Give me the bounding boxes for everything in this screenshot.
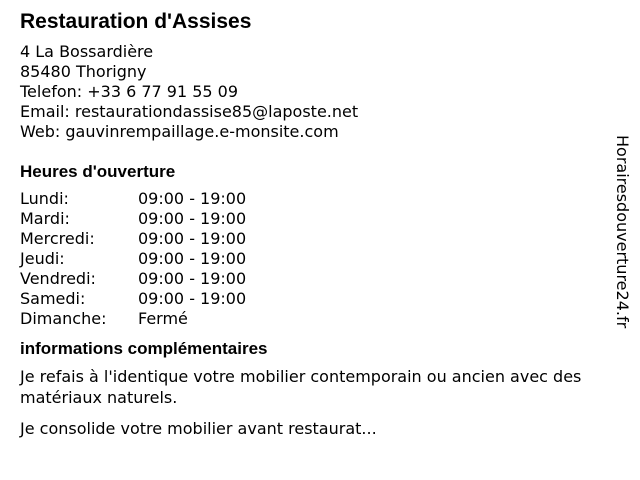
day-label: Mercredi: <box>20 229 95 248</box>
hours-row-saturday <box>20 289 600 309</box>
hours-row-thursday <box>20 249 600 269</box>
hours-row-wednesday <box>20 229 600 249</box>
hours-row-sunday <box>20 309 600 329</box>
time-value: 09:00 - 19:00 <box>138 209 247 228</box>
time-value: 09:00 - 19:00 <box>138 249 247 268</box>
web-line: Web: gauvinrempaillage.e-monsite.com <box>20 122 339 141</box>
day-label: Jeudi: <box>20 249 65 268</box>
opening-hours-heading: Heures d'ouverture <box>20 162 176 181</box>
business-card <box>20 8 600 449</box>
address-line-2: 85480 Thorigny <box>20 62 147 81</box>
day-label: Dimanche: <box>20 309 107 328</box>
site-watermark: Horairesdouverture24.fr <box>613 135 632 329</box>
day-label: Lundi: <box>20 189 69 208</box>
time-value: 09:00 - 19:00 <box>138 229 247 248</box>
time-value: Fermé <box>138 309 188 328</box>
hours-row-tuesday <box>20 209 600 229</box>
day-label: Mardi: <box>20 209 70 228</box>
business-name: Restauration d'Assises <box>20 10 252 33</box>
time-value: 09:00 - 19:00 <box>138 289 247 308</box>
email-line: Email: restaurationdassise85@laposte.net <box>20 102 359 121</box>
description-paragraph-2: Je consolide votre mobilier avant restaurat... <box>20 419 377 438</box>
contact-block <box>20 42 600 142</box>
additional-info-heading: informations complémentaires <box>20 339 268 358</box>
time-value: 09:00 - 19:00 <box>138 269 247 288</box>
opening-hours-table <box>20 189 600 329</box>
time-value: 09:00 - 19:00 <box>138 189 247 208</box>
hours-row-monday <box>20 189 600 209</box>
hours-row-friday <box>20 269 600 289</box>
phone-line: Telefon: +33 6 77 91 55 09 <box>20 82 239 101</box>
address-line-1: 4 La Bossardière <box>20 42 154 61</box>
day-label: Vendredi: <box>20 269 96 288</box>
description-paragraph-1: Je refais à l'identique votre mobilier contemporain ou ancien avec des matériaux naturels. <box>20 367 582 407</box>
day-label: Samedi: <box>20 289 86 308</box>
